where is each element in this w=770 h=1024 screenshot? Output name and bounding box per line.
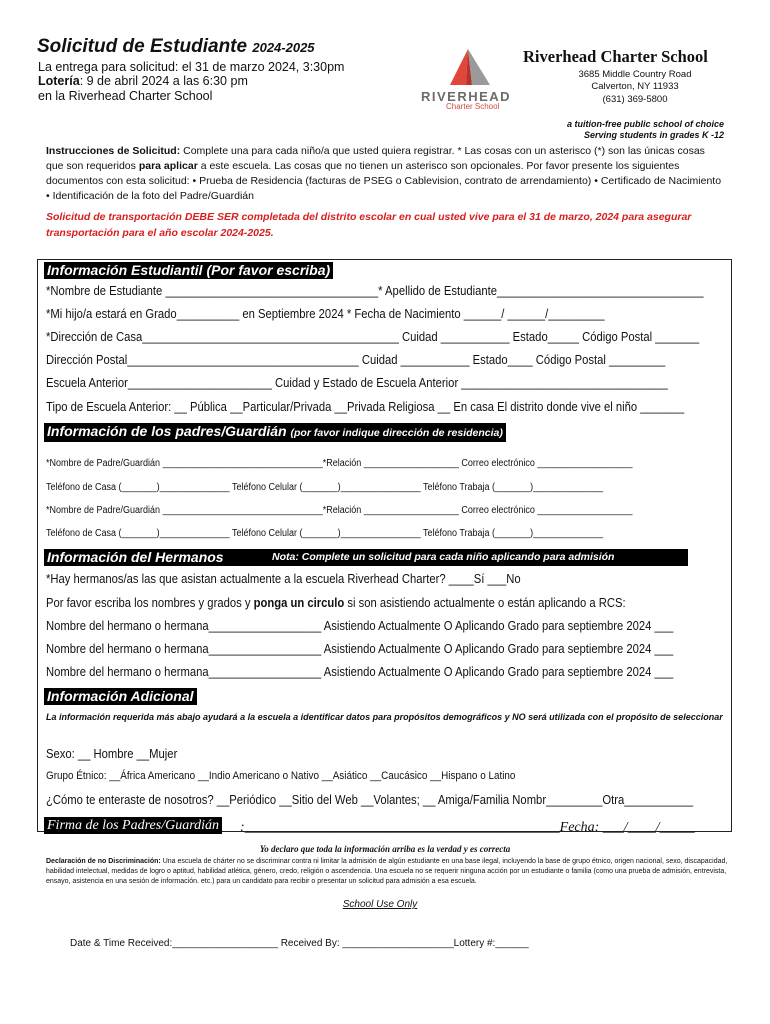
parent1-name-line[interactable]: *Nombre de Padre/Guardián ________________________________*Relación ___________________ Correo electrónico ___________________ <box>46 458 633 469</box>
deadline-text: La entrega para solicitud: el 31 de marzo 2024, 3:30pm <box>38 60 345 74</box>
sibling-line-3[interactable]: Nombre del hermano o hermana__________________ Asistiendo Actualmente O Aplicando Grado para septiembre 2024 ___ <box>46 665 674 679</box>
instructions-paragraph: Instrucciones de Solicitud: Complete una para cada niño/a que usted quiera registrar. * Las cosas con un asterisco (*) son las únicas cosas que son requeridos para aplicar a este escuela. Las cosas que no tienen un asterisco son opcionales. Por favor presente los siguientes documentos con esta solicitud: • Prueba de Residencia (facturas de PSEG o Cablevision, contrato de arrendamiento) • Certificado de Nacimiento • Identificación de la foto del Padre/Guardián <box>46 145 722 202</box>
siblings-instructions: Por favor escriba los nombres y grados y ponga un circulo si son asistiendo actualmente o están aplicando a RCS: <box>46 596 626 610</box>
school-use-only-heading: School Use Only <box>342 899 418 910</box>
form-years: 2024-2025 <box>252 40 315 55</box>
logo-subtext: Charter School <box>446 102 500 111</box>
received-line[interactable]: Date & Time Received:___________________ Received By: ____________________Lottery #:______ <box>70 938 529 949</box>
sibling-line-2[interactable]: Nombre del hermano o hermana__________________ Asistiendo Actualmente O Aplicando Grado para septiembre 2024 ___ <box>46 642 674 656</box>
location-text: en la Riverhead Charter School <box>38 89 213 103</box>
ethnic-group-line[interactable]: Grupo Étnico: __África Americano __Indio Americano o Nativo __Asiático __Caucásico __Hispano o Latino <box>46 770 516 782</box>
student-info-heading: Información Estudiantil (Por favor escriba) <box>44 262 333 279</box>
logo-wordmark: RIVERHEAD <box>421 89 512 104</box>
transport-notice: Solicitud de transportación DEBE SER completada del distrito escolar en cual usted vive para el 31 de marzo, 2024 para asegurar transportación para el año escolar 2024-2025. <box>46 211 692 239</box>
parent1-phone-line[interactable]: Teléfono de Casa (_______)______________ Teléfono Celular (_______)________________ Teléfono Trabaja (_______)______________ <box>46 482 604 493</box>
sibling-line-1[interactable]: Nombre del hermano o hermana__________________ Asistiendo Actualmente O Aplicando Grado para septiembre 2024 ___ <box>46 619 674 633</box>
school-tagline-1: a tuition-free public school of choice <box>566 119 724 129</box>
school-tagline-2: Serving students in grades K -12 <box>583 130 724 140</box>
form-title: Solicitud de Estudiante 2024-2025 <box>37 36 315 57</box>
school-address-2: Calverton, NY 11933 <box>591 81 679 92</box>
parent-info-heading: Información de los padres/Guardián (por favor indique dirección de residencia) <box>44 423 506 442</box>
signature-heading: Firma de los Padres/Guardián <box>44 817 222 834</box>
parent2-phone-line[interactable]: Teléfono de Casa (_______)______________ Teléfono Celular (_______)________________ Teléfono Trabaja (_______)______________ <box>46 528 604 539</box>
parent2-name-line[interactable]: *Nombre de Padre/Guardián ________________________________*Relación ___________________ Correo electrónico ___________________ <box>46 505 633 516</box>
signature-date-line[interactable]: :_____________________________________________Fecha: ___/____/_____ <box>240 820 695 835</box>
declaration-text: Yo declaro que toda la información arriba es la verdad y es correcta <box>259 844 511 854</box>
school-address-1: 3685 Middle Country Road <box>578 69 692 80</box>
school-type-line[interactable]: Tipo de Escuela Anterior: __ Pública __Particular/Privada __Privada Religiosa __ En casa El distrito donde vive el niño _______ <box>46 400 685 414</box>
lottery-text: Lotería: 9 de abril 2024 a las 6:30 pm <box>38 74 248 88</box>
siblings-heading: Información del Hermanos Nota: Complete un solicitud para cada niño aplicando para admisión <box>44 549 688 566</box>
student-name-line[interactable]: *Nombre de Estudiante __________________________________* Apellido de Estudiante_________________________________ <box>46 284 704 298</box>
additional-info-note: La información requerida más abajo ayudará a la escuela a identificar datos para propósitos demográficos y NO será utilizada con el propósito de seleccionar <box>46 712 723 722</box>
previous-school-line[interactable]: Escuela Anterior_______________________ Cuidad y Estado de Escuela Anterior _________________________________ <box>46 376 668 390</box>
home-address-line[interactable]: *Dirección de Casa_________________________________________ Cuidad ___________ Estado_____ Código Postal _______ <box>46 330 700 344</box>
additional-info-heading: Información Adicional <box>44 688 197 705</box>
referral-source-line[interactable]: ¿Cómo te enteraste de nosotros? __Periódico __Sitio del Web __Volantes; __ Amiga/Familia Nombr_________Otra___________ <box>46 793 694 807</box>
nondiscrimination-statement: Declaración de no Discriminación: Una escuela de chárter no se discriminar contra ni limitar la admisión de algún estudiante en una base ilegal, incluyendo la base de grupo étnico, origen nacional, sexo, discapacidad, habilidad intelectual, medidas de logro o aptitud, habilidad atlética, género, credo, religión o ascendencia. Una escuela no se requerir ninguna acción por un estudiante o familia (como una prueba de admisión, entrevista, ensayo, asistencia en una sesión de información. etc.) para un candidato para recibir o presentar un solicitud para admisión a esa escuela. <box>46 858 728 885</box>
grade-birthdate-line[interactable]: *Mi hijo/a estará en Grado__________ en Septiembre 2024 * Fecha de Nacimiento ______/ ______/_________ <box>46 307 605 321</box>
school-name: Riverhead Charter School <box>523 47 708 66</box>
gender-line[interactable]: Sexo: __ Hombre __Mujer <box>46 747 178 761</box>
mailing-address-line[interactable]: Dirección Postal_____________________________________ Cuidad ___________ Estado____ Código Postal _________ <box>46 353 666 367</box>
school-phone: (631) 369-5800 <box>602 94 668 105</box>
siblings-question[interactable]: *Hay hermanos/as las que asistan actualmente a la escuela Riverhead Charter? ____Sí ___No <box>46 572 521 586</box>
